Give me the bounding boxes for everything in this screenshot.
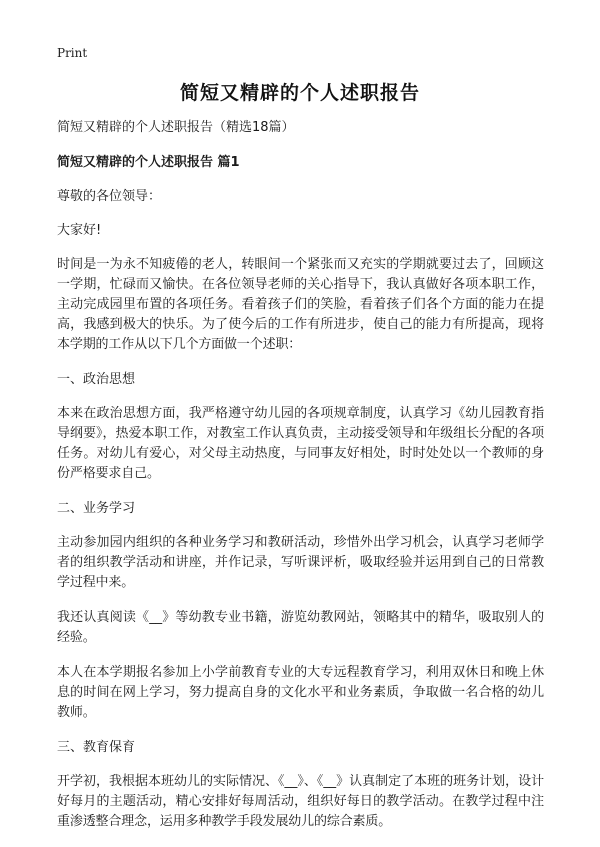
heading-politics: 一、政治思想 — [57, 372, 136, 387]
document-body — [57, 118, 544, 847]
paragraph-study-3: 本人在本学期报名参加上小学前教育专业的大专远程教育学习，利用双休日和晚上休息的时间在网上学习，努力提高自身的文化水平和业务素质，争取做一名合格的幼儿教师。 — [57, 665, 544, 720]
intro-paragraph: 时间是一为永不知疲倦的老人，转眼间一个紧张而又充实的学期就要过去了，回顾这一学期，忙碌而又愉快。在各位领导老师的关心指导下，我认真做好各项本职工作，主动完成园里布置的各项任务。看着孩子们的笑脸，看着孩子们各个方面的能力在提高，我感到极大的快乐。为了使今后的工作有所进步，使自己的能力有所提高，现将本学期的工作从以下几个方面做一个述职： — [57, 257, 544, 352]
greeting: 大家好! — [57, 223, 102, 238]
paragraph-study-1: 主动参加园内组织的各种业务学习和教研活动，珍惜外出学习机会，认真学习老师学者的组织教学活动和讲座，并作记录，写听课评析，吸取经验并运用到自己的日常教学过程中来。 — [57, 535, 544, 590]
page-title: 简短又精辟的个人述职报告 — [179, 82, 420, 104]
document-subtitle: 简短又精辟的个人述职报告（精选18篇） — [57, 120, 295, 135]
heading-study: 二、业务学习 — [57, 501, 136, 516]
heading-education: 三、教育保育 — [57, 740, 136, 755]
salutation: 尊敬的各位领导： — [57, 189, 162, 204]
print-link[interactable]: Print — [57, 46, 88, 60]
paragraph-education: 开学初，我根据本班幼儿的实际情况、《__》、《__》认真制定了本班的班务计划，设计好每月的主题活动，精心安排好每周活动，组织好每日的教学活动。在教学过程中注重渗透整合理念，运用多种教学手段发展幼儿的综合素质。 — [57, 774, 544, 829]
paragraph-politics: 本来在政治思想方面，我严格遵守幼儿园的各项规章制度，认真学习《幼儿园教育指导纲要》，热爱本职工作，对教室工作认真负责，主动接受领导和年级组长分配的各项任务。对幼儿有爱心，对父母主动热度，与同事友好相处，时时处处以一个教师的身份严格要求自己。 — [57, 406, 544, 481]
section-heading: 简短又精辟的个人述职报告 篇1 — [57, 155, 240, 170]
paragraph-study-2: 我还认真阅读《__》等幼教专业书籍，游览幼教网站，领略其中的精华，吸取别人的经验。 — [57, 610, 544, 645]
